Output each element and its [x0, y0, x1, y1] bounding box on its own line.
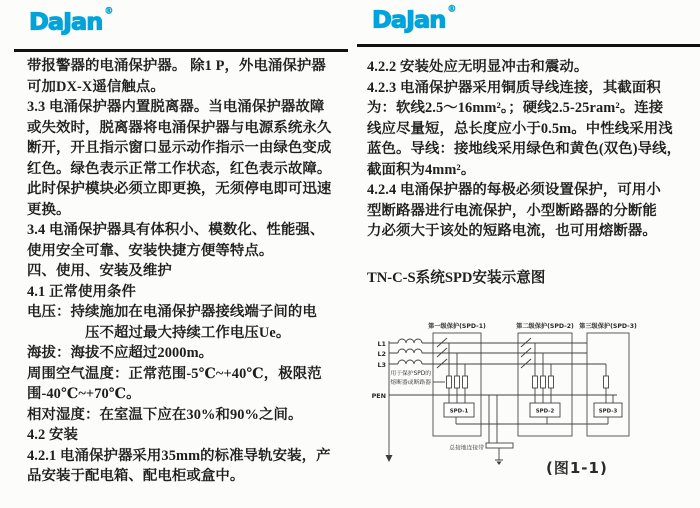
text-line: 品安装于配电箱、配电柜或盒中。 — [27, 468, 245, 484]
spd-wiring-diagram — [352, 300, 700, 480]
text-line: 围-40℃~+70℃。 — [27, 386, 141, 402]
fuse-note-line2: 熔断器或断路器 — [390, 380, 431, 386]
brand-logo-text: DaJan — [372, 6, 446, 34]
service-feeder-line — [386, 341, 393, 462]
text-line: 此时保护模块必须立即更换，无须停电即可迅速 — [27, 181, 332, 197]
text-line: 周围空气温度：正常范围-5℃~+40℃，极限范 — [27, 365, 322, 382]
text-line: 3.3 电涌保护器内置脱离器。当电涌保护器故障 — [27, 99, 325, 115]
registered-trademark-icon: ® — [447, 4, 457, 15]
text-line: 红色。绿色表示正常工作状态，红色表示故障。 — [27, 160, 332, 177]
brand-logo-text: DaJan — [29, 8, 103, 36]
spd2-label: SPD-2 — [535, 408, 555, 415]
brand-logo — [29, 6, 114, 36]
text-line: 4.2.2 安装处应无明显冲击和震动。 — [367, 59, 589, 75]
stage1-fuses — [447, 343, 468, 403]
text-line: 相对湿度：在室温下应在30%和90%之间。 — [27, 406, 303, 423]
registered-trademark-icon: ® — [104, 6, 114, 17]
text-line: 力必须大于该处的短路电流，也可用熔断器。 — [367, 223, 657, 239]
text-line: 可加DX-X遥信触点。 — [27, 78, 165, 95]
equipotential-bar — [486, 443, 513, 448]
section-heading: 四、使用、安装及维护 — [27, 263, 172, 279]
phase-l2-label: L2 — [377, 350, 386, 358]
left-text-column — [27, 56, 349, 487]
text-line: 线应尽量短，总长度应小于0.5m。中性线采用浅 — [367, 120, 673, 137]
phase-conductors — [389, 339, 617, 395]
spd3-label: SPD-3 — [598, 408, 618, 415]
right-text-column — [367, 57, 693, 242]
diagram-title: TN-C-S系统SPD安装示意图 — [367, 270, 546, 286]
text-line: 4.1 正常使用条件 — [27, 283, 136, 300]
text-line: 带报警器的电涌保护器。 除1 P，外电涌保护器 — [27, 58, 326, 74]
figure-caption: (图1-1) — [546, 459, 608, 477]
stage2-label: 第二级保护(SPD-2) — [516, 323, 574, 330]
header-rule — [14, 49, 348, 52]
text-line: 为：软线2.5～16mm²。；硬线2.5-25ram²。连接 — [367, 100, 664, 116]
text-line: 海拔：海拔不应超过2000m。 — [27, 345, 214, 361]
text-line: 4.2.4 电涌保护器的每极必须设置保护，可用小 — [367, 182, 661, 198]
text-line: 4.2 安装 — [27, 427, 78, 443]
text-line: 蓝色。导线：接地线采用绿色和黄色(双色)导线， — [367, 141, 682, 157]
text-line: 更换。 — [27, 201, 71, 218]
text-line: 电压：持续施加在电涌保护器接线端子间的电 — [27, 304, 317, 320]
text-line: 使用安全可靠、安装快捷方便等特点。 — [27, 242, 274, 259]
stage1-label: 第一级保护(SPD-1) — [428, 323, 486, 330]
phase-l3-label: L3 — [377, 361, 386, 369]
text-line: 截面积为4mm²。 — [367, 161, 476, 178]
fuse-note-line1: 用于保护SPD的 — [390, 371, 431, 377]
header-rule — [357, 44, 700, 47]
text-line: 断开，开且指示窗口显示动作指示一由绿色变成 — [27, 140, 332, 156]
text-line: 4.2.1 电涌保护器采用35mm的标准导轨安装，产 — [27, 447, 331, 464]
text-line: 压不超过最大持续工作电压Ue。 — [85, 324, 291, 341]
text-line: 4.2.3 电涌保护器采用铜质导线连接，其截面积 — [367, 79, 661, 96]
pen-label: PEN — [371, 392, 386, 400]
ground-bar-label: 总接地连接带 — [449, 445, 484, 452]
spd1-label: SPD-1 — [449, 408, 469, 415]
text-line: 3.4 电涌保护器具有体积小、模数化、性能强、 — [27, 222, 325, 238]
text-line: 或失效时，脱离器将电涌保护器与电源系统永久 — [27, 119, 332, 136]
stage3-label: 第三级保护(SPD-3) — [579, 323, 637, 330]
brand-logo — [372, 4, 457, 34]
stage2-fuses — [533, 343, 554, 403]
phase-l1-label: L1 — [377, 340, 386, 348]
text-line: 型断路器进行电流保护，小型断路器的分断能 — [367, 202, 657, 219]
stage3-fuse — [604, 364, 614, 403]
